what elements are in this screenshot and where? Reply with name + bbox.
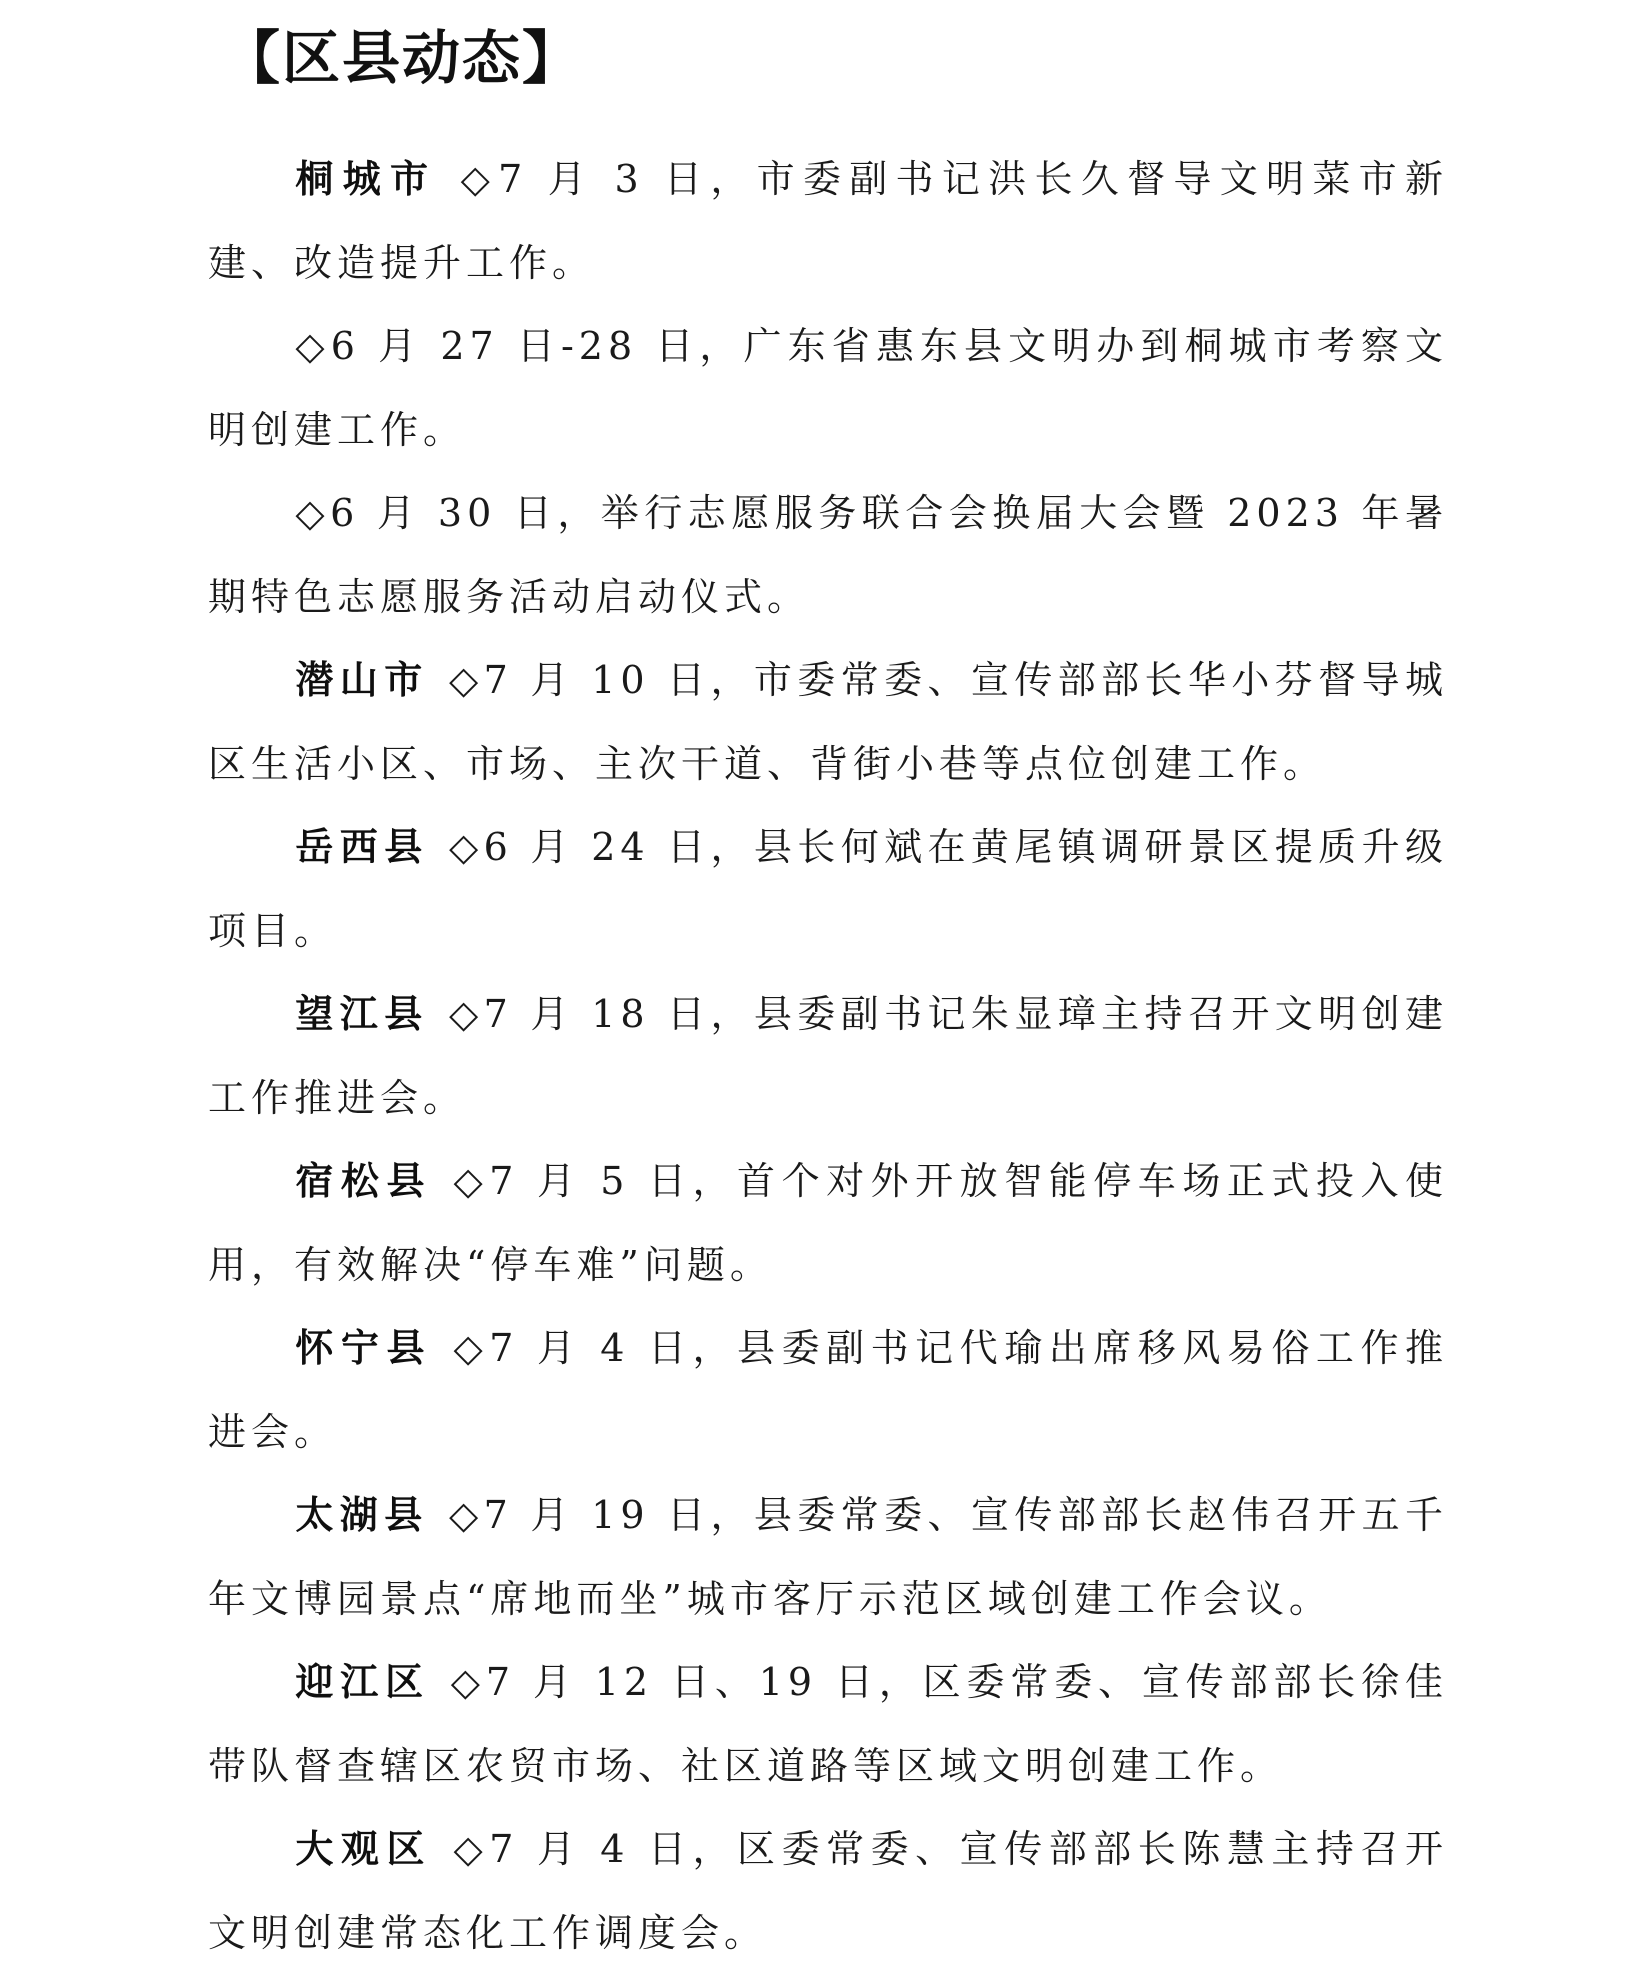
news-text: ◇7 月 4 日，区委常委、宣传部部长陈慧主持召开文明创建常态化工作调度会。 xyxy=(208,1827,1448,1955)
region-name: 望江县 xyxy=(295,992,429,1036)
news-item xyxy=(208,305,1448,472)
region-name: 怀宁县 xyxy=(295,1326,432,1370)
news-item xyxy=(208,973,1448,1140)
news-text: ◇7 月 5 日，首个对外开放智能停车场正式投入使用，有效解决“停车难”问题。 xyxy=(208,1159,1448,1287)
news-list xyxy=(208,138,1448,1975)
news-text: ◇7 月 3 日，市委副书记洪长久督导文明菜市新建、改造提升工作。 xyxy=(208,157,1448,285)
news-text: ◇7 月 10 日，市委常委、宣传部部长华小芬督导城区生活小区、市场、主次干道、背街小巷等点位创建工作。 xyxy=(208,658,1448,786)
news-item xyxy=(208,1641,1448,1808)
news-item xyxy=(208,639,1448,806)
news-text: ◇7 月 4 日，县委副书记代瑜出席移风易俗工作推进会。 xyxy=(208,1326,1448,1454)
news-item xyxy=(208,1140,1448,1307)
region-name: 潜山市 xyxy=(295,658,429,702)
news-text: ◇7 月 19 日，县委常委、宣传部部长赵伟召开五千年文博园景点“席地而坐”城市客厅示范区域创建工作会议。 xyxy=(208,1493,1448,1621)
news-item xyxy=(208,472,1448,639)
news-item xyxy=(208,138,1448,305)
region-name: 太湖县 xyxy=(295,1493,429,1537)
region-name: 大观区 xyxy=(295,1827,432,1871)
news-item xyxy=(208,1307,1448,1474)
news-text: ◇7 月 18 日，县委副书记朱显璋主持召开文明创建工作推进会。 xyxy=(208,992,1448,1120)
news-text: ◇6 月 27 日-28 日，广东省惠东县文明办到桐城市考察文明创建工作。 xyxy=(208,324,1448,452)
region-name: 桐城市 xyxy=(295,157,438,201)
region-name: 岳西县 xyxy=(295,825,429,869)
news-item xyxy=(208,1808,1448,1975)
news-item xyxy=(208,1474,1448,1641)
news-text: ◇6 月 24 日，县长何斌在黄尾镇调研景区提质升级项目。 xyxy=(208,825,1448,953)
news-item xyxy=(208,806,1448,973)
region-name: 迎江区 xyxy=(295,1660,430,1704)
news-text: ◇7 月 12 日、19 日，区委常委、宣传部部长徐佳带队督查辖区农贸市场、社区道路等区域文明创建工作。 xyxy=(208,1660,1448,1788)
region-name: 宿松县 xyxy=(295,1159,432,1203)
news-text: ◇6 月 30 日，举行志愿服务联合会换届大会暨 2023 年暑期特色志愿服务活动启动仪式。 xyxy=(208,491,1448,619)
section-title: 【区县动态】 xyxy=(222,24,583,92)
